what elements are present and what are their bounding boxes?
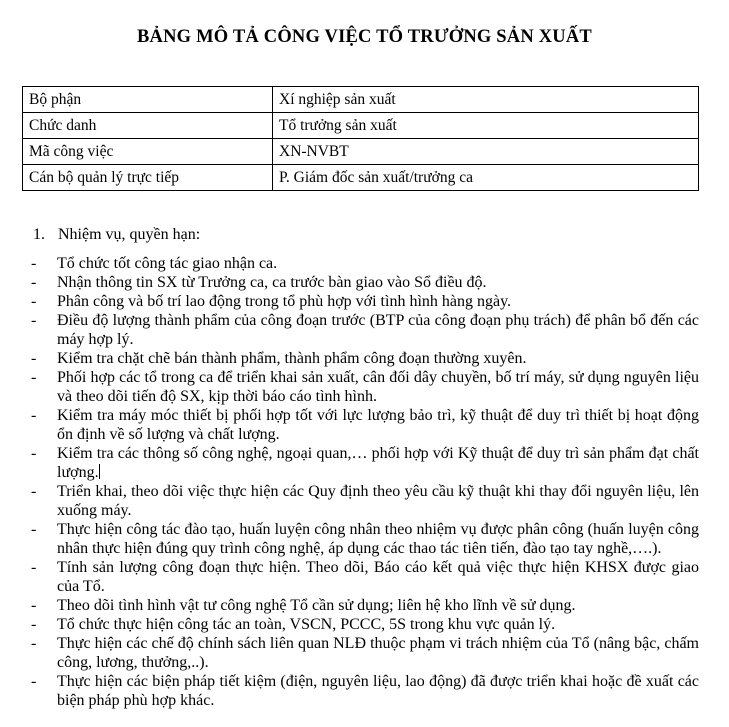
position-label: Chức danh — [23, 113, 273, 139]
table-row — [23, 87, 699, 113]
job-code-label: Mã công việc — [23, 139, 273, 165]
table-row — [23, 165, 699, 191]
list-item — [0, 520, 729, 558]
bullet-dash: - — [31, 350, 37, 367]
duty-text: Thực hiện công tác đào tạo, huấn luyện công nhân theo nhiệm vụ được phân công (huấn luyện công nhân thực hiện đúng quy trình công nghệ, áp dụng các thao tác tiên tiến, đào tạo tay nghề,….). — [57, 521, 699, 557]
bullet-dash: - — [31, 559, 37, 576]
bullet-dash: - — [31, 597, 37, 614]
table-row — [23, 113, 699, 139]
list-item — [0, 634, 729, 672]
bullet-dash: - — [31, 255, 37, 272]
job-info-table — [22, 86, 699, 191]
duty-text: Thực hiện các biện pháp tiết kiệm (điện, nguyên liệu, lao động) đã được triển khai hoặc đề xuất các biện pháp phù hợp khác. — [57, 673, 699, 709]
bullet-dash: - — [31, 369, 37, 386]
list-item — [0, 349, 729, 368]
bullet-dash: - — [31, 521, 37, 538]
section-number: 1. — [33, 226, 45, 243]
list-item — [0, 444, 729, 482]
duty-text: Tổ chức thực hiện công tác an toàn, VSCN, PCCC, 5S trong khu vực quản lý. — [57, 616, 556, 633]
list-item — [0, 273, 729, 292]
list-item — [0, 615, 729, 634]
duty-text: Điều độ lượng thành phẩm của công đoạn trước (BTP của công đoạn phụ trách) để phân bổ đến các máy hợp lý. — [57, 312, 699, 348]
bullet-dash: - — [31, 673, 37, 690]
duty-text: Kiểm tra chặt chẽ bán thành phẩm, thành phẩm công đoạn thường xuyên. — [57, 350, 527, 367]
bullet-dash: - — [31, 293, 37, 310]
department-value: Xí nghiệp sản xuất — [273, 87, 699, 113]
direct-manager-label: Cán bộ quản lý trực tiếp — [23, 165, 273, 191]
duty-text: Tổ chức tốt công tác giao nhận ca. — [57, 255, 278, 272]
section-heading — [33, 224, 200, 245]
duty-text: Theo dõi tình hình vật tư công nghệ Tổ cần sử dụng; liên hệ kho lĩnh về sử dụng. — [57, 597, 576, 614]
duty-text: Kiểm tra các thông số công nghệ, ngoại quan,… phối hợp với Kỹ thuật để duy trì sản phẩm đạt chất lượng. — [57, 445, 699, 481]
duty-text: Thực hiện các chế độ chính sách liên quan NLĐ thuộc phạm vi trách nhiệm của Tổ (nâng bậc, chấm công, lương, thưởng,..). — [57, 635, 699, 671]
list-item — [0, 558, 729, 596]
bullet-dash: - — [31, 483, 37, 500]
list-item — [0, 292, 729, 311]
department-label: Bộ phận — [23, 87, 273, 113]
bullet-dash: - — [31, 635, 37, 652]
list-item — [0, 254, 729, 273]
table-row — [23, 139, 699, 165]
bullet-dash: - — [31, 407, 37, 424]
position-value: Tổ trưởng sản xuất — [273, 113, 699, 139]
duty-text: Tính sản lượng công đoạn thực hiện. Theo dõi, Báo cáo kết quả việc thực hiện KHSX được giao của Tổ. — [57, 559, 699, 595]
list-item — [0, 482, 729, 520]
bullet-dash: - — [31, 274, 37, 291]
list-item — [0, 596, 729, 615]
duty-text: Phân công và bố trí lao động trong tổ phù hợp với tình hình hàng ngày. — [57, 293, 512, 310]
section-title: Nhiệm vụ, quyền hạn: — [58, 226, 201, 243]
list-item — [0, 368, 729, 406]
text-cursor — [99, 464, 100, 479]
duties-list — [0, 254, 729, 710]
bullet-dash: - — [31, 312, 37, 329]
duty-text: Phối hợp các tổ trong ca để triển khai sản xuất, cân đối dây chuyền, bố trí máy, sử dụng nguyên liệu và theo dõi tiến độ SX, kịp thời báo cáo tình hình. — [57, 369, 699, 405]
list-item — [0, 672, 729, 710]
bullet-dash: - — [31, 445, 37, 462]
duty-text: Triển khai, theo dõi việc thực hiện các Quy định theo yêu cầu kỹ thuật khi thay đổi nguyên liệu, lên xuống máy. — [57, 483, 699, 519]
duty-text: Nhận thông tin SX từ Trưởng ca, ca trước bàn giao vào Sổ điều độ. — [57, 274, 487, 291]
list-item — [0, 406, 729, 444]
bullet-dash: - — [31, 616, 37, 633]
direct-manager-value: P. Giám đốc sản xuất/trưởng ca — [273, 165, 699, 191]
job-code-value: XN-NVBT — [273, 139, 699, 165]
list-item — [0, 311, 729, 349]
duty-text: Kiểm tra máy móc thiết bị phối hợp tốt với lực lượng bảo trì, kỹ thuật để duy trì thiết bị hoạt động ổn định về số lượng và chất lượng. — [57, 407, 699, 443]
document-title: BẢNG MÔ TẢ CÔNG VIỆC TỔ TRƯỞNG SẢN XUẤT — [137, 27, 592, 47]
